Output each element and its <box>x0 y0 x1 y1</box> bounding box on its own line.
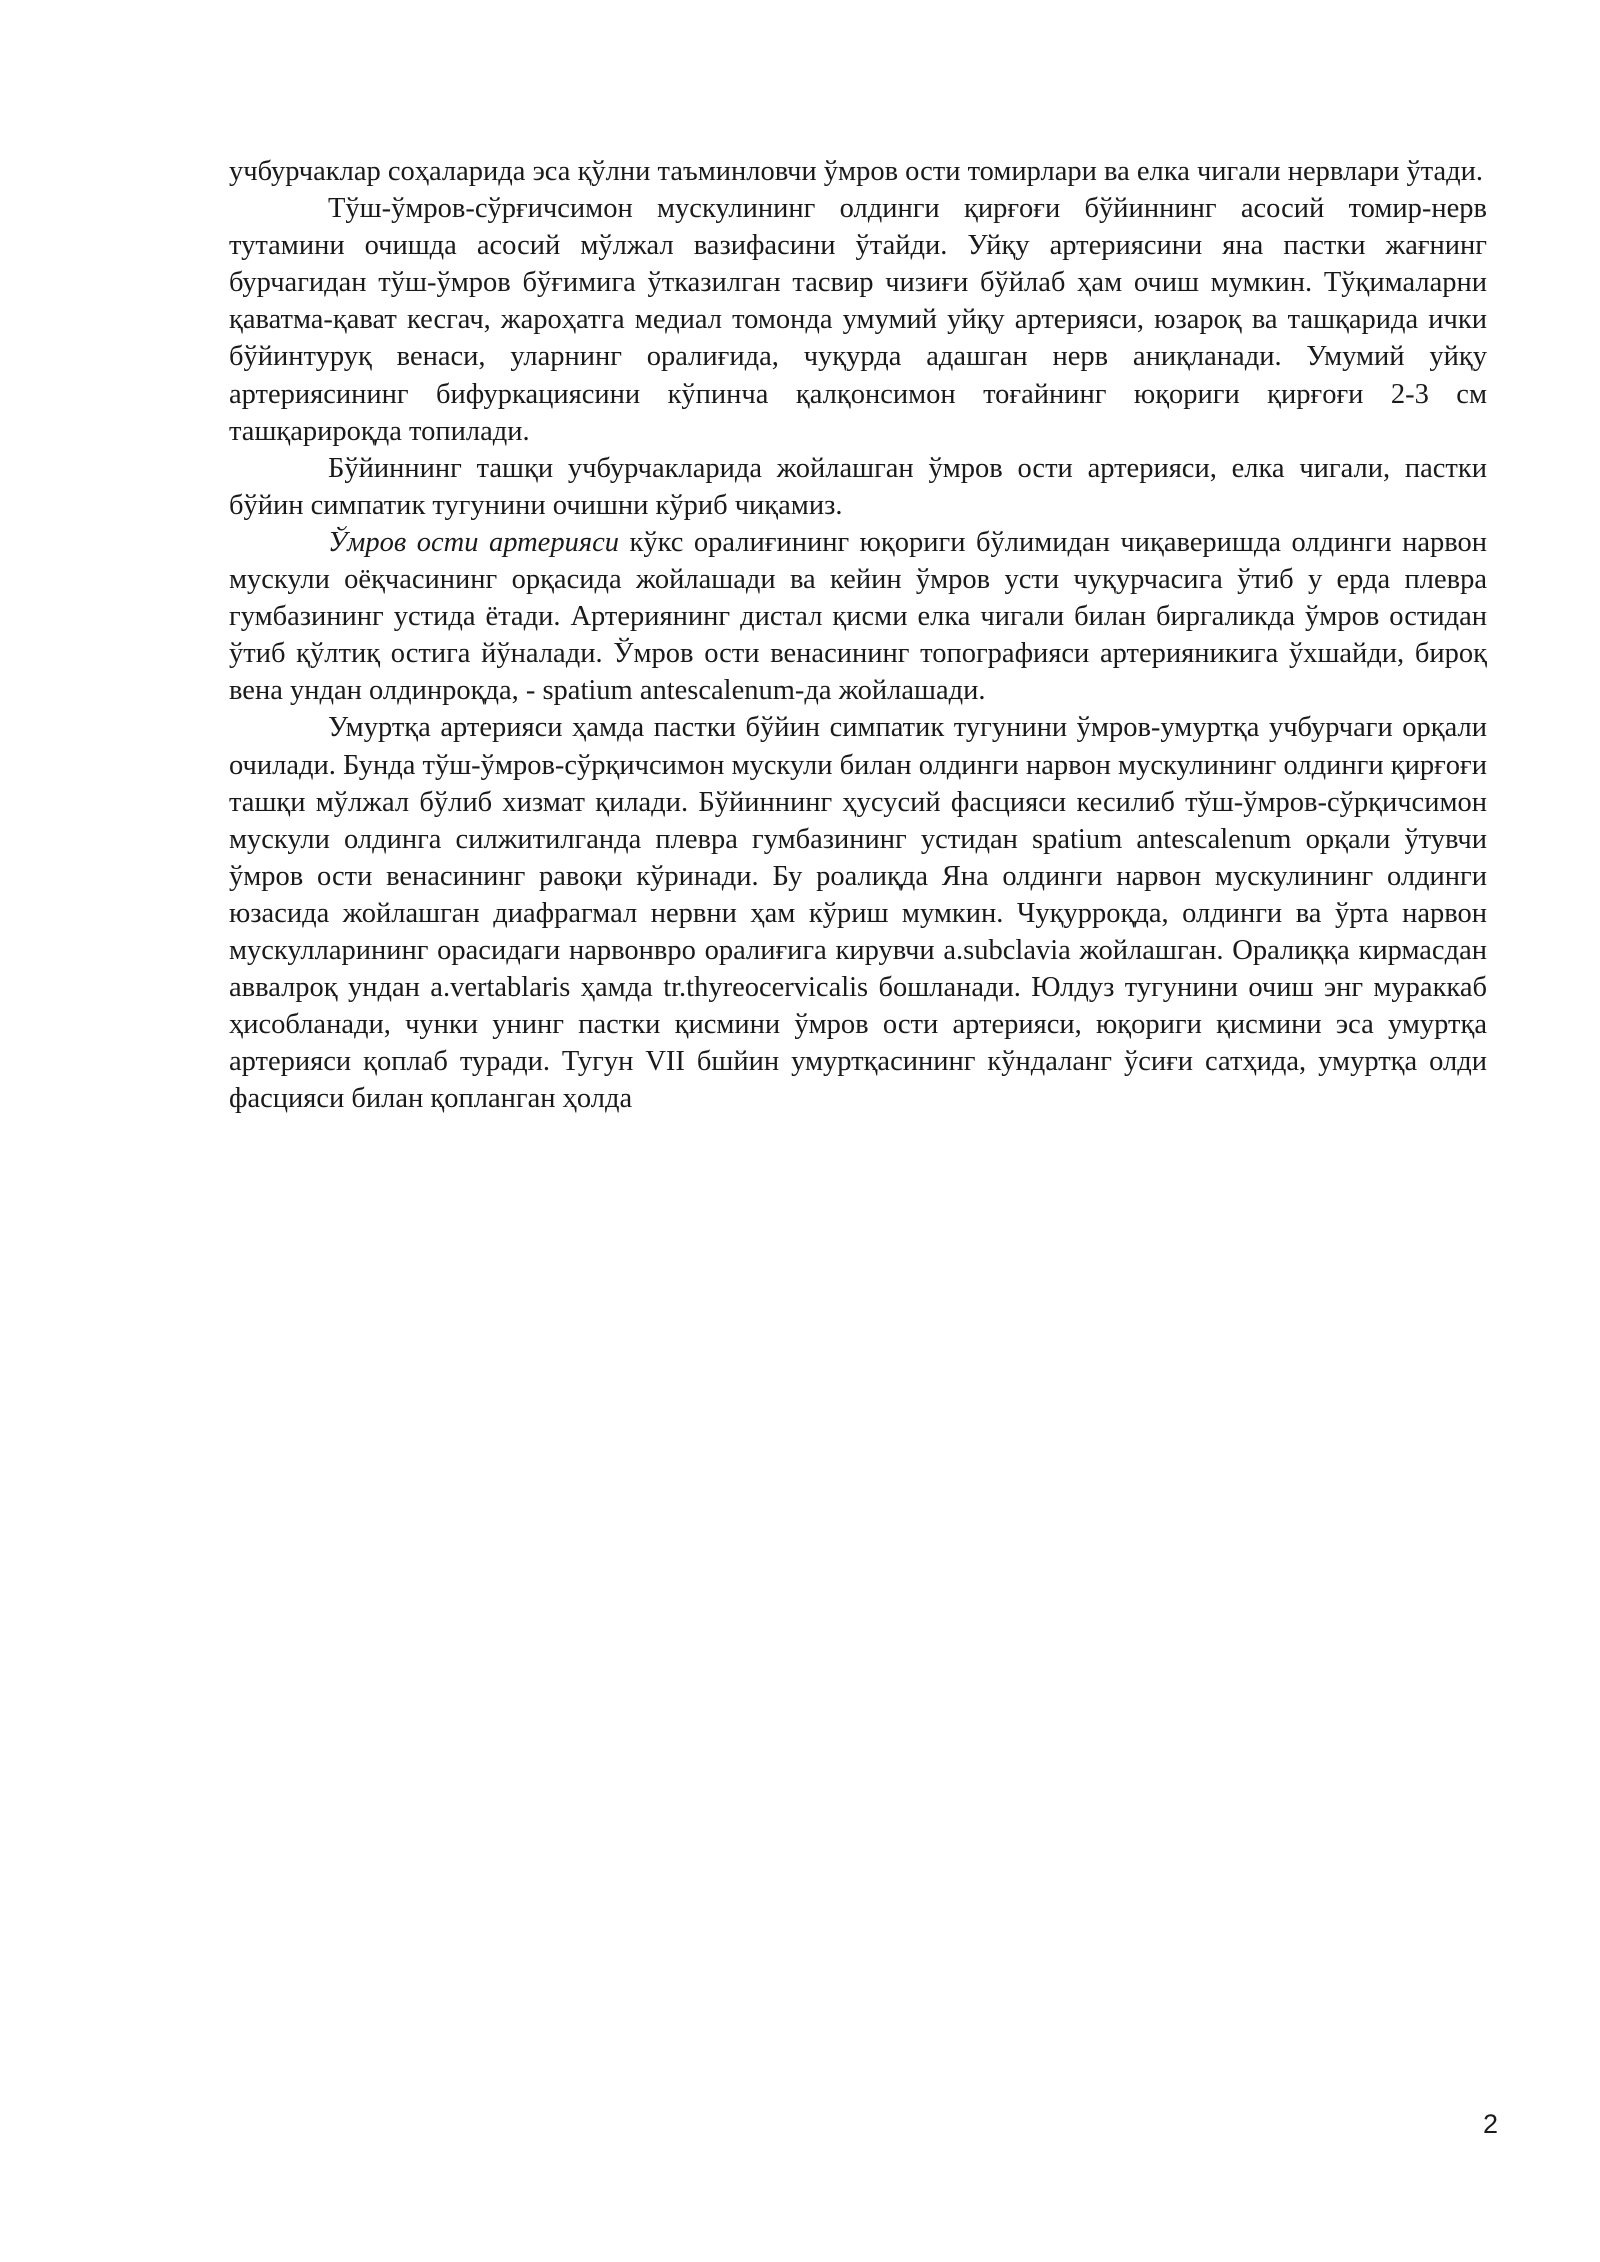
page-number: 2 <box>1482 2109 1498 2139</box>
paragraph-4-italic-term: Ўмров ости артерияси <box>328 526 619 558</box>
paragraph-1-text: учбурчаклар соҳаларида эса қўлни таъминловчи ўмров ости томирлари ва елка чигали нервлари ўтади. <box>229 156 1484 187</box>
paragraph-1 <box>229 153 1487 190</box>
paragraph-4 <box>229 524 1487 709</box>
document-body <box>229 153 1487 1117</box>
paragraph-5 <box>229 709 1487 1117</box>
paragraph-2 <box>229 190 1487 450</box>
paragraph-3 <box>229 450 1487 524</box>
paragraph-4-text: кўкс оралиғининг юқориги бўлимидан чиқаверишда олдинги нарвон мускули оёқчасининг орқасида жойлашади ва кейин ўмров усти чуқурчасига ўтиб у ерда плевра гумбазининг устида ётади. Артериянинг дистал қисми елка чигали билан биргаликда ўмров остидан ўтиб қўлтиқ остига йўналади. Ўмров ости венасининг топографияси артерияникига ўхшайди, бироқ вена ундан олдинроқда, - spatium antescalenum-да жойлашади. <box>229 526 1487 707</box>
paragraph-5-text: Умуртқа артерияси ҳамда пастки бўйин симпатик тугунини ўмров-умуртқа учбурчаги орқали очилади. Бунда тўш-ўмров-сўрқичсимон мускули билан олдинги нарвон мускулининг олдинги қирғоғи ташқи мўлжал бўлиб хизмат қилади. Бўйиннинг ҳусусий фасцияси кесилиб тўш-ўмров-сўрқичсимон мускули олдинга силжитилганда плевра гумбазининг устидан spatium antescalenum орқали ўтувчи ўмров ости венасининг равоқи кўринади. Бу роалиқда Яна олдинги нарвон мускулининг олдинги юзасида жойлашган диафрагмал нервни ҳам кўриш мумкин. Чуқурроқда, олдинги ва ўрта нарвон мускулларининг орасидаги нарвонвро оралиғига кирувчи a.subclavia жойлашган. Оралиққа кирмасдан аввалроқ ундан a.vertablaris ҳамда tr.thyreocervicalis бошланади. Юлдуз тугунини очиш энг мураккаб ҳисобланади, чунки унинг пастки қисмини ўмров ости артерияси, юқориги қисмини эса умуртқа артерияси қоплаб туради. Тугун VII бшйин умуртқасининг кўндаланг ўсиғи сатҳида, умуртқа олди фасцияси билан қопланган ҳолда <box>229 712 1487 1115</box>
paragraph-2-text: Тўш-ўмров-сўрғичсимон мускулининг олдинги қирғоғи бўйиннинг асосий томир-нерв тутамини очишда асосий мўлжал вазифасини ўтайди. Уйқу артериясини яна пастки жағнинг бурчагидан тўш-ўмров бўғимига ўтказилган тасвир чизиғи бўйлаб ҳам очиш мумкин. Тўқималарни қаватма-қават кесгач, жароҳатга медиал томонда умумий уйқу артерияси, юзароқ ва ташқарида ички бўйинтуруқ венаси, уларнинг оралиғида, чуқурда адашган нерв аниқланади. Умумий уйқу артериясининг бифуркациясини кўпинча қалқонсимон тоғайнинг юқориги қирғоғи 2-3 см ташқарироқда топилади. <box>229 193 1487 447</box>
paragraph-3-text: Бўйиннинг ташқи учбурчакларида жойлашган ўмров ости артерияси, елка чигали, пастки бўйин симпатик тугунини очишни кўриб чиқамиз. <box>229 452 1487 521</box>
